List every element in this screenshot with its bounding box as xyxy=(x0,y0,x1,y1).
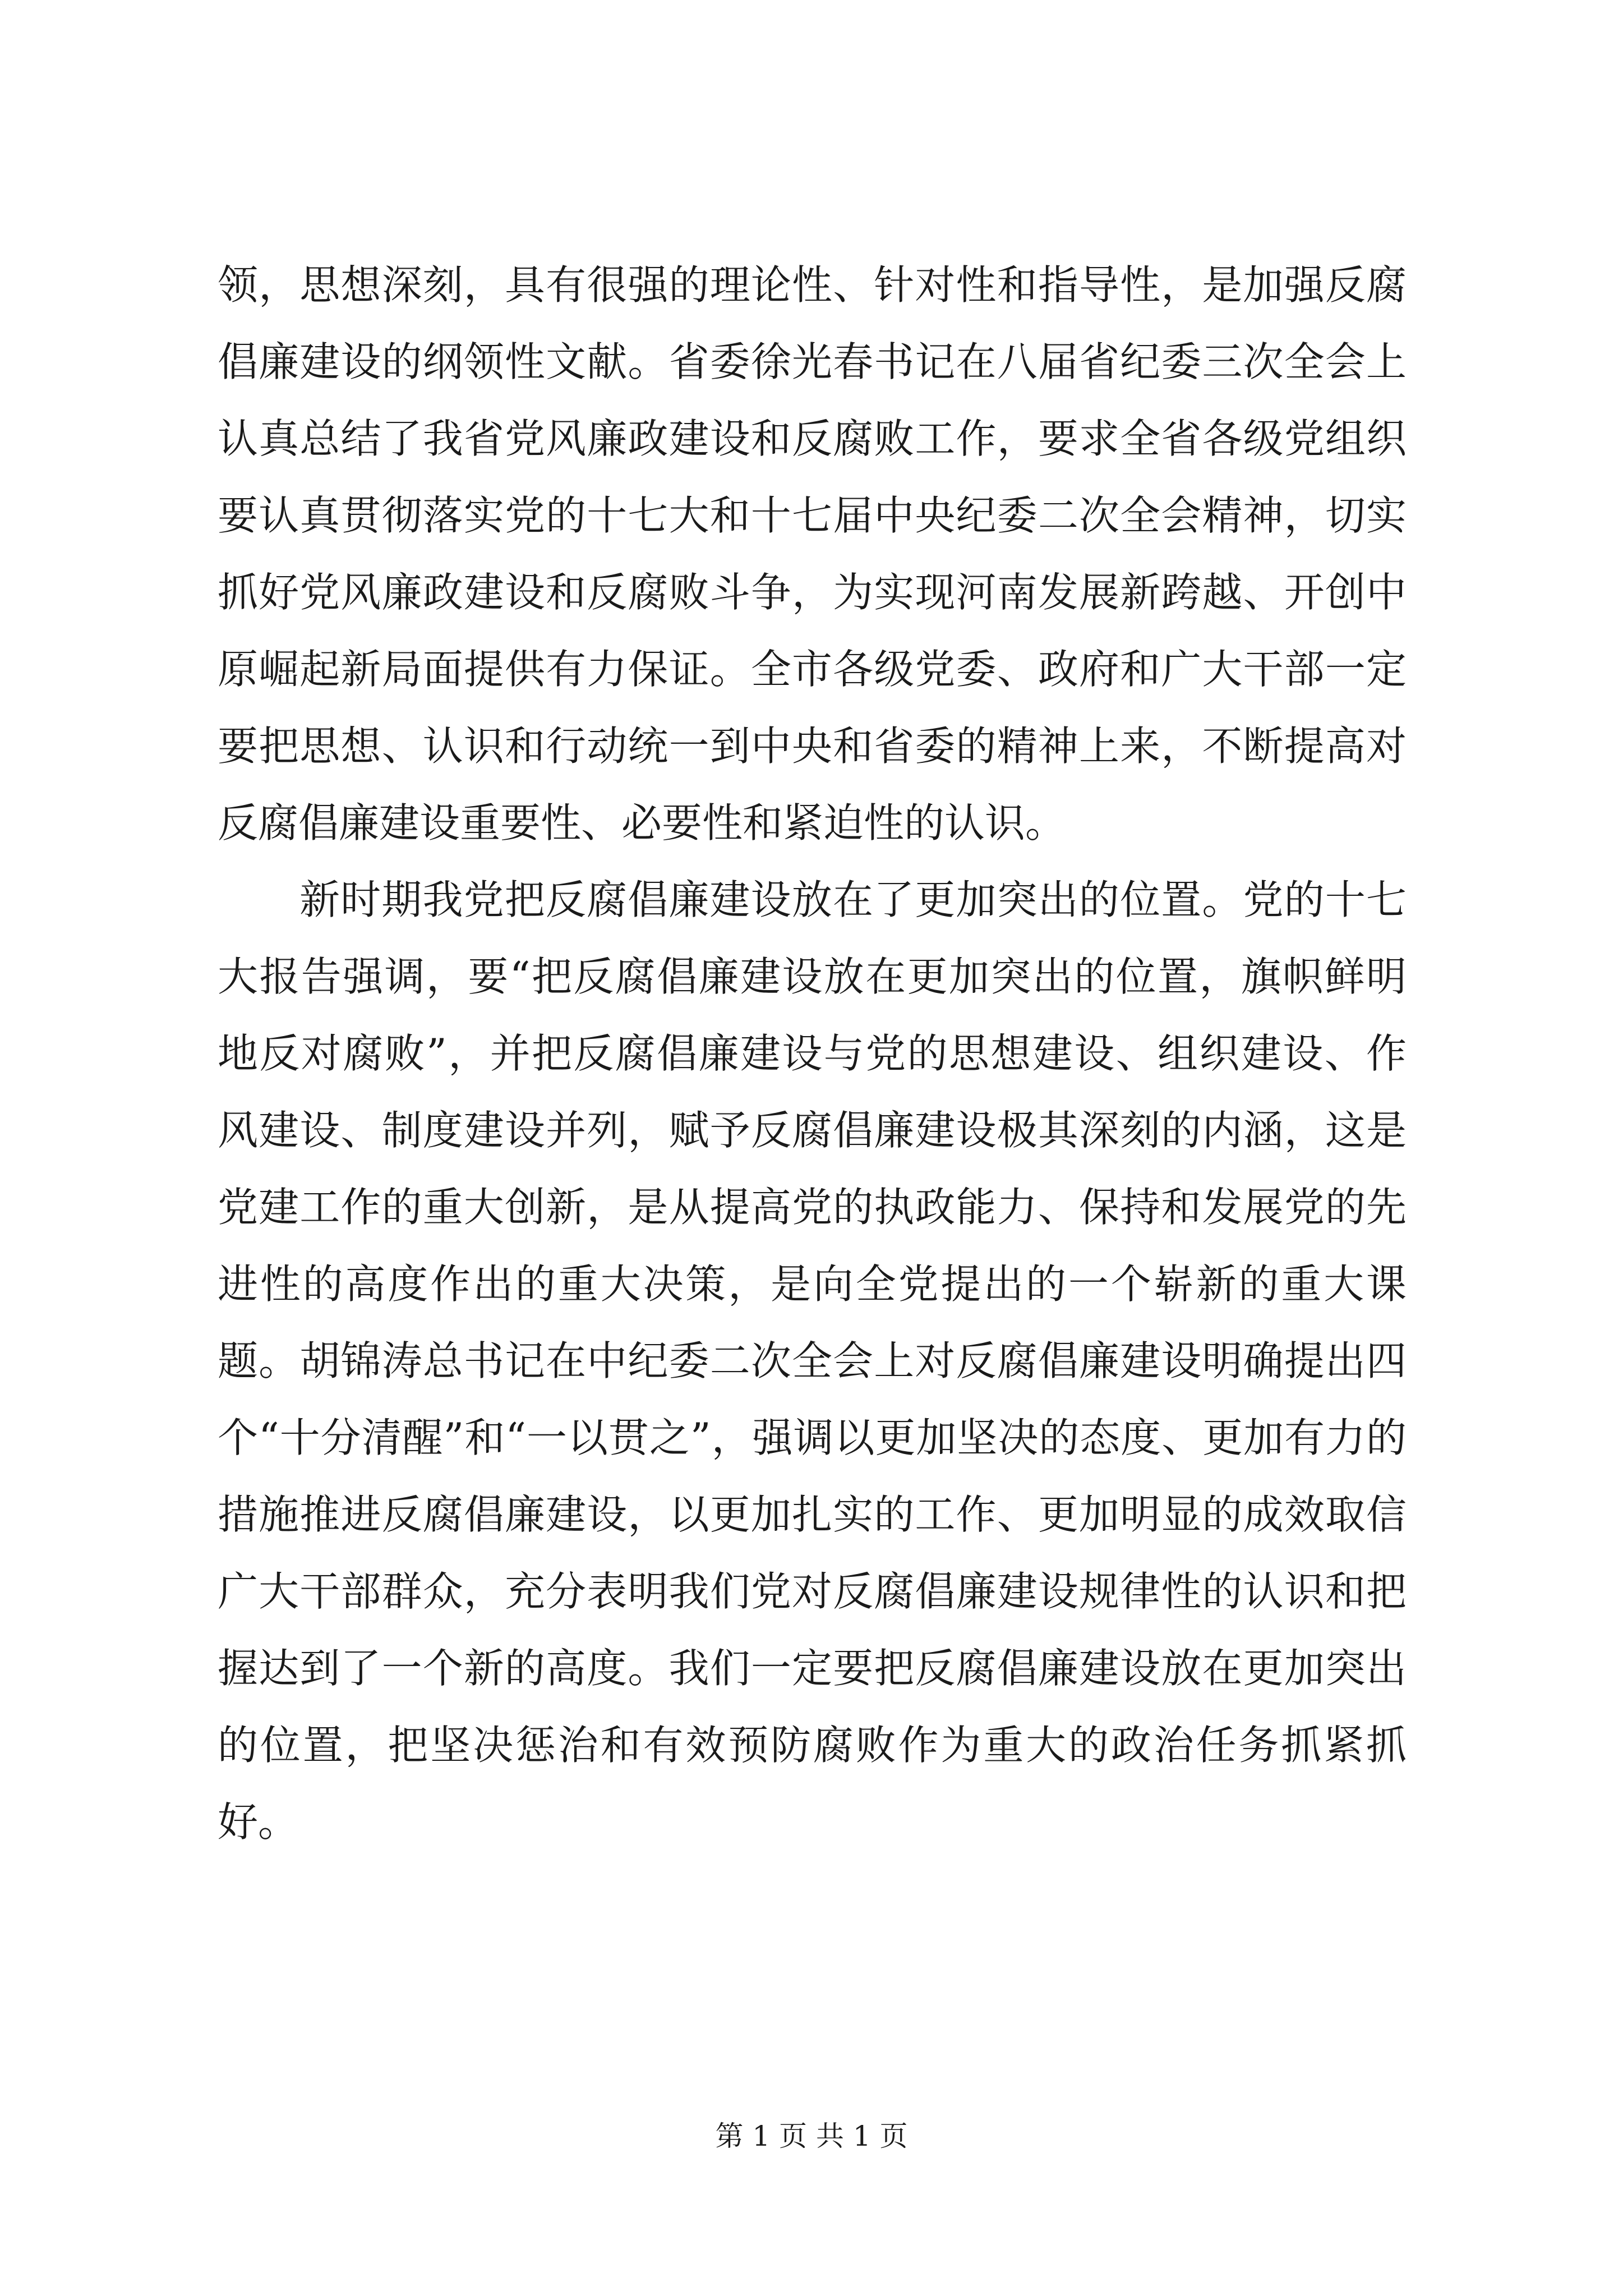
document-body xyxy=(218,247,1407,1861)
page-footer: 第 1 页 共 1 页 xyxy=(715,2120,908,2152)
paragraph-1: 领，思想深刻，具有很强的理论性、针对性和指导性，是加强反腐倡廉建设的纲领性文献。省委徐光春书记在八届省纪委三次全会上认真总结了我省党风廉政建设和反腐败工作，要求全省各级党组织要认真贯彻落实党的十七大和十七届中央纪委二次全会精神，切实抓好党风廉政建设和反腐败斗争，为实现河南发展新跨越、开创中原崛起新局面提供有力保证。全市各级党委、政府和广大干部一定要把思想、认识和行动统一到中央和省委的精神上来，不断提高对反腐倡廉建设重要性、必要性和紧迫性的认识。 xyxy=(218,261,1407,846)
paragraph-2: 新时期我党把反腐倡廉建设放在了更加突出的位置。党的十七大报告强调，要“把反腐倡廉建设放在更加突出的位置，旗帜鲜明地反对腐败”，并把反腐倡廉建设与党的思想建设、组织建设、作风建设、制度建设并列，赋予反腐倡廉建设极其深刻的内涵，这是党建工作的重大创新，是从提高党的执政能力、保持和发展党的先进性的高度作出的重大决策，是向全党提出的一个崭新的重大课题。胡锦涛总书记在中纪委二次全会上对反腐倡廉建设明确提出四个“十分清醒”和“一以贯之”，强调以更加坚决的态度、更加有力的措施推进反腐倡廉建设，以更加扎实的工作、更加明显的成效取信广大干部群众，充分表明我们党对反腐倡廉建设规律性的认识和把握达到了一个新的高度。我们一定要把反腐倡廉建设放在更加突出的位置，把坚决惩治和有效预防腐败作为重大的政治任务抓紧抓好。 xyxy=(218,876,1407,1846)
